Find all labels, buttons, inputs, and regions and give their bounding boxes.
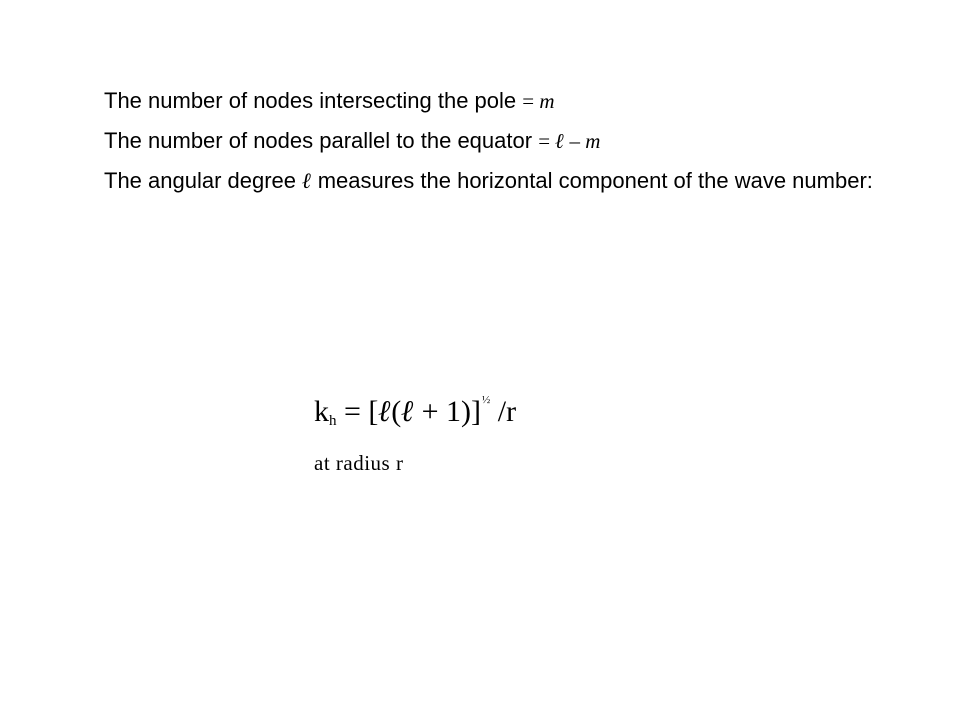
formula-equals-bracket: = [ [344,395,379,428]
formula-subscript-h: h [329,413,337,429]
formula-k: k [314,395,329,428]
poles-nodes-math [522,89,554,113]
equals-sign: = [522,89,535,113]
ell-symbol: ℓ [302,168,312,193]
slide-text-block [104,86,884,195]
angular-degree-text-after: measures the horizontal component of the wave number: [317,168,873,193]
equator-nodes-math [538,129,600,153]
formula-plus-one: + 1)] [421,395,481,428]
formula-paren-open: ( [391,395,402,428]
poles-nodes-line [104,86,884,116]
formula-block [314,380,516,476]
ell-symbol: ℓ [555,129,565,153]
formula-over-r: /r [497,395,517,428]
equator-nodes-line [104,126,884,156]
equals-sign: = [538,129,551,153]
m-variable: m [539,89,555,113]
m-variable: m [585,129,601,153]
poles-nodes-text: The number of nodes intersecting the pole [104,88,517,113]
formula-ell-2: ℓ [401,395,415,428]
formula-ell-1: ℓ [378,395,392,428]
angular-degree-line [104,166,884,195]
angular-degree-text-before: The angular degree [104,168,297,193]
formula-exponent-half: ½ [481,394,491,406]
minus-sign: – [569,129,581,153]
formula-caption: at radius r [314,451,404,475]
equator-nodes-text: The number of nodes parallel to the equator [104,128,533,153]
wave-number-formula [314,380,516,441]
